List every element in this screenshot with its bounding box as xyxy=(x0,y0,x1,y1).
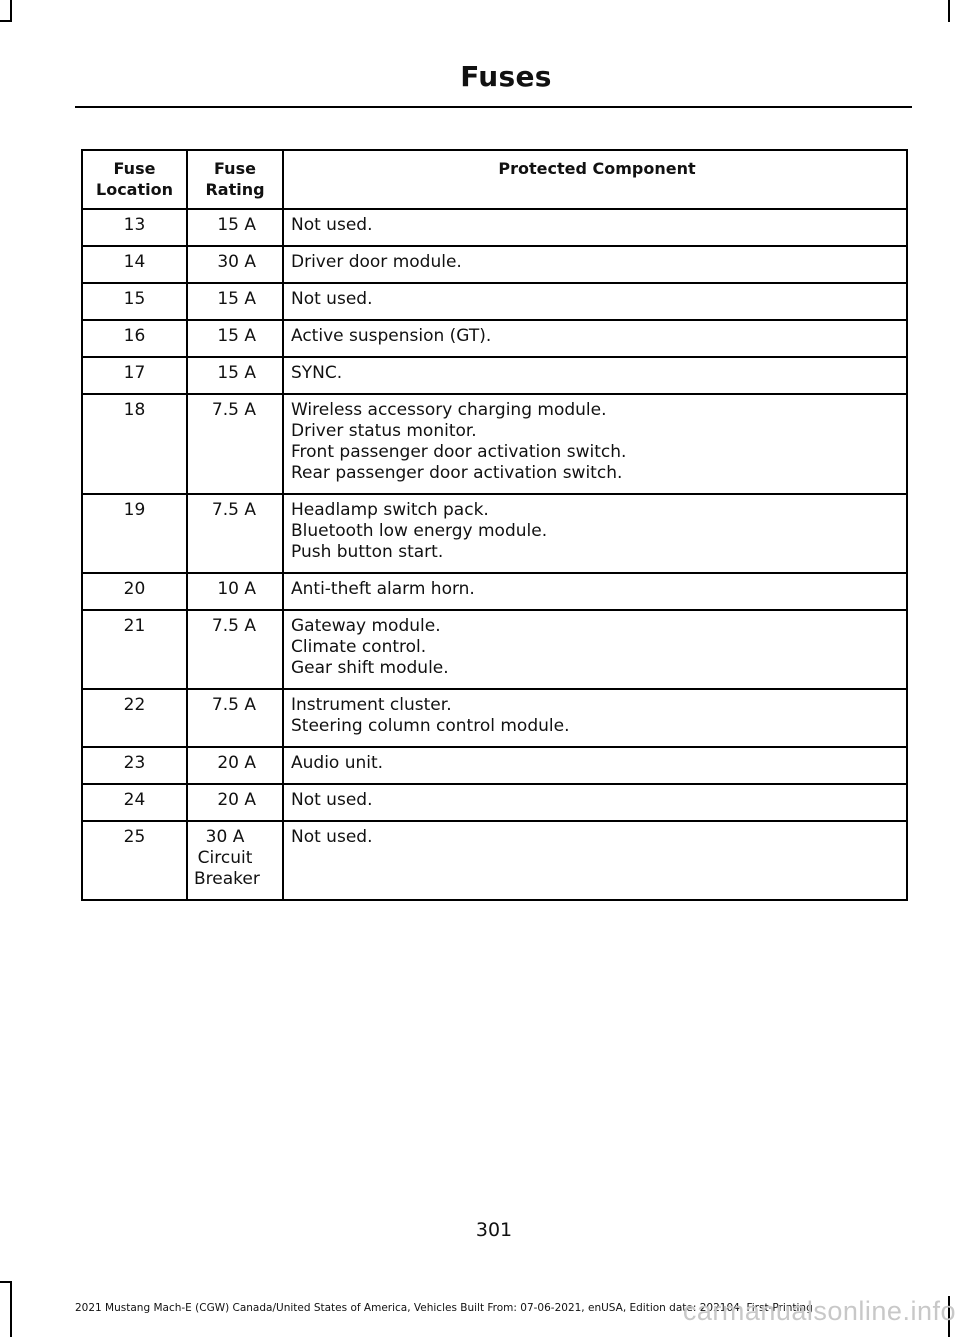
fuse-rating-cell xyxy=(187,246,283,283)
fuse-rating-line: 20 A xyxy=(217,790,256,810)
fuse-rating-cell xyxy=(187,494,283,573)
fuse-location-cell: 17 xyxy=(82,357,187,394)
fuse-location-cell: 25 xyxy=(82,821,187,900)
fuse-rating-cell xyxy=(187,747,283,784)
protected-component-line: Rear passenger door activation switch. xyxy=(291,463,623,483)
fuse-rating-line: 7.5 A xyxy=(211,616,256,636)
fuse-location-cell: 22 xyxy=(82,689,187,747)
fuse-location-cell: 15 xyxy=(82,283,187,320)
title-divider xyxy=(75,106,912,108)
table-body xyxy=(82,209,907,900)
crop-mark-bottom-left-horizontal xyxy=(0,1281,12,1283)
fuse-rating-line: 30 A xyxy=(217,252,256,272)
fuse-location-cell: 20 xyxy=(82,573,187,610)
table-row xyxy=(82,357,907,394)
protected-component-line: Instrument cluster. xyxy=(291,695,452,715)
protected-component-cell xyxy=(283,610,907,689)
fuse-rating-line: 7.5 A xyxy=(211,500,256,520)
fuse-location-cell: 19 xyxy=(82,494,187,573)
protected-component-cell xyxy=(283,784,907,821)
protected-component-line: Not used. xyxy=(291,215,373,235)
fuse-rating-line: 7.5 A xyxy=(211,400,256,420)
fuse-location-cell: 13 xyxy=(82,209,187,246)
table-row xyxy=(82,689,907,747)
fuse-rating-cell xyxy=(187,821,283,900)
protected-component-line: Front passenger door activation switch. xyxy=(291,442,627,462)
crop-mark-top-left-vertical xyxy=(10,0,12,22)
table-row xyxy=(82,747,907,784)
fuse-rating-cell xyxy=(187,610,283,689)
fuse-location-cell: 24 xyxy=(82,784,187,821)
protected-component-line: Not used. xyxy=(291,289,373,309)
protected-component-line: Push button start. xyxy=(291,542,444,562)
table-header-row xyxy=(82,150,907,209)
protected-component-line: Bluetooth low energy module. xyxy=(291,521,548,541)
fuse-rating-cell xyxy=(187,394,283,494)
protected-component-cell xyxy=(283,209,907,246)
fuse-location-cell: 23 xyxy=(82,747,187,784)
crop-mark-bottom-left-vertical xyxy=(10,1281,12,1337)
protected-component-cell xyxy=(283,747,907,784)
fuse-rating-cell xyxy=(187,784,283,821)
fuse-rating-line: 15 A xyxy=(217,363,256,383)
protected-component-line: SYNC. xyxy=(291,363,343,383)
protected-component-cell xyxy=(283,246,907,283)
protected-component-cell xyxy=(283,357,907,394)
header-fuse-rating: Fuse Rating xyxy=(187,150,283,209)
fuse-location-cell: 18 xyxy=(82,394,187,494)
table-row xyxy=(82,320,907,357)
fuse-table xyxy=(81,149,908,901)
protected-component-line: Gateway module. xyxy=(291,616,441,636)
fuse-location-cell: 21 xyxy=(82,610,187,689)
protected-component-line: Driver door module. xyxy=(291,252,462,272)
table-row xyxy=(82,494,907,573)
header-protected-component: Protected Component xyxy=(283,150,907,209)
table-row xyxy=(82,573,907,610)
table-row xyxy=(82,246,907,283)
protected-component-line: Climate control. xyxy=(291,637,427,657)
fuse-rating-line: 15 A xyxy=(217,289,256,309)
protected-component-line: Headlamp switch pack. xyxy=(291,500,489,520)
table-row xyxy=(82,209,907,246)
crop-mark-top-left-horizontal xyxy=(0,20,12,22)
fuse-rating-line: 7.5 A xyxy=(211,695,256,715)
protected-component-line: Gear shift module. xyxy=(291,658,449,678)
fuse-rating-cell xyxy=(187,320,283,357)
fuse-rating-cell xyxy=(187,357,283,394)
table-row xyxy=(82,610,907,689)
protected-component-line: Steering column control module. xyxy=(291,716,570,736)
fuse-rating-line: 10 A xyxy=(217,579,256,599)
protected-component-cell xyxy=(283,689,907,747)
fuse-rating-line: Circuit xyxy=(197,848,253,868)
page-title: Fuses xyxy=(460,60,552,93)
table-row xyxy=(82,394,907,494)
protected-component-cell xyxy=(283,394,907,494)
fuse-rating-line: 15 A xyxy=(217,326,256,346)
protected-component-line: Not used. xyxy=(291,827,373,847)
fuse-rating-cell xyxy=(187,573,283,610)
fuse-rating-cell xyxy=(187,209,283,246)
crop-mark-top-right xyxy=(948,0,950,22)
protected-component-line: Not used. xyxy=(291,790,373,810)
page-number: 301 xyxy=(475,1219,513,1241)
protected-component-cell xyxy=(283,821,907,900)
header-fuse-location: Fuse Location xyxy=(82,150,187,209)
fuse-rating-line: 20 A xyxy=(217,753,256,773)
protected-component-cell xyxy=(283,283,907,320)
protected-component-line: Anti-theft alarm horn. xyxy=(291,579,475,599)
protected-component-line: Wireless accessory charging module. xyxy=(291,400,607,420)
protected-component-line: Active suspension (GT). xyxy=(291,326,492,346)
fuse-rating-line: 15 A xyxy=(217,215,256,235)
fuse-location-cell: 16 xyxy=(82,320,187,357)
protected-component-cell xyxy=(283,320,907,357)
edition-footer: 2021 Mustang Mach-E (CGW) Canada/United States of America, Vehicles Built From: 07-06-2021, enUSA, Edition date: 202104, First-Printing xyxy=(75,1302,813,1314)
protected-component-cell xyxy=(283,494,907,573)
fuse-location-cell: 14 xyxy=(82,246,187,283)
fuse-rating-line: 30 A xyxy=(205,827,245,847)
protected-component-line: Audio unit. xyxy=(291,753,384,773)
protected-component-line: Driver status monitor. xyxy=(291,421,477,441)
watermark: carmanualsonline.info xyxy=(682,1296,956,1326)
table-row xyxy=(82,784,907,821)
protected-component-cell xyxy=(283,573,907,610)
table-row xyxy=(82,821,907,900)
fuse-rating-cell xyxy=(187,283,283,320)
fuse-rating-cell xyxy=(187,689,283,747)
fuse-rating-line: Breaker xyxy=(194,869,260,889)
table-row xyxy=(82,283,907,320)
